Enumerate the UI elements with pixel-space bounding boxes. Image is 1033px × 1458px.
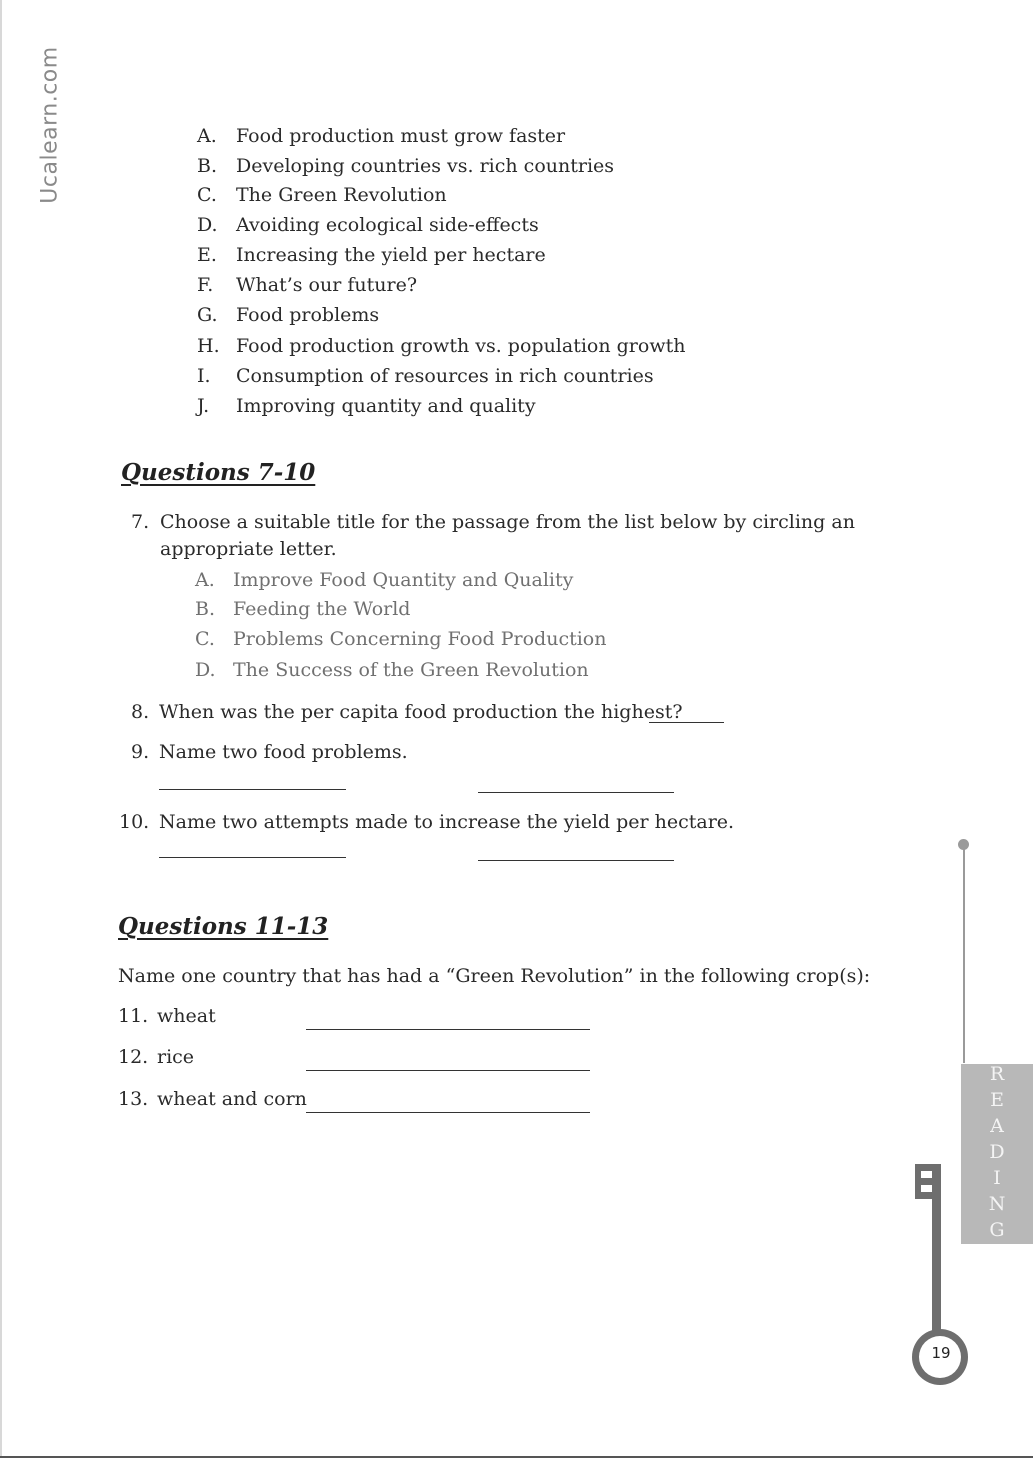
side-line <box>963 848 965 1063</box>
list-item-letter: J. <box>197 395 210 417</box>
list-item-text: The Green Revolution <box>236 184 447 206</box>
list-item-text: Developing countries vs. rich countries <box>236 155 615 177</box>
question-text: Name two attempts made to increase the yield per hectare. <box>159 811 735 833</box>
answer-blank-q8[interactable] <box>649 722 724 723</box>
option-text: Problems Concerning Food Production <box>233 628 607 650</box>
list-item-text: Food production growth vs. population growth <box>236 335 686 357</box>
option-text: Improve Food Quantity and Quality <box>233 569 574 591</box>
option-text: Feeding the World <box>233 598 411 620</box>
answer-blank-q11[interactable] <box>306 1029 590 1030</box>
list-item-text: What’s our future? <box>236 274 418 296</box>
list-item-letter: H. <box>197 335 220 357</box>
question-number: 7. <box>131 511 150 533</box>
answer-blank-q10-b[interactable] <box>478 860 674 861</box>
page-number: 19 <box>931 1344 951 1362</box>
list-item-letter: B. <box>197 155 218 177</box>
question-number: 10. <box>119 811 150 833</box>
list-item-letter: D. <box>197 214 218 236</box>
question-number: 13. <box>118 1088 149 1110</box>
question-number: 12. <box>118 1046 149 1068</box>
reading-tab-label: READING <box>986 1063 1008 1245</box>
list-item-letter: I. <box>197 365 211 387</box>
question-7-continued: appropriate letter. <box>160 538 337 560</box>
section-heading: Questions 11-13 <box>118 913 329 940</box>
answer-blank-q13[interactable] <box>306 1112 590 1113</box>
list-item-letter: C. <box>197 184 217 206</box>
option-letter: B. <box>195 598 216 620</box>
list-item-text: Consumption of resources in rich countries <box>236 365 654 387</box>
instruction-text: Name one country that has had a “Green Revolution” in the following crop(s): <box>118 965 871 987</box>
question-number: 9. <box>131 741 150 763</box>
option-letter: A. <box>195 569 215 591</box>
question-text: wheat and corn <box>157 1088 307 1110</box>
list-item-text: Avoiding ecological side-effects <box>236 214 539 236</box>
option-text: The Success of the Green Revolution <box>233 659 589 681</box>
scan-edge <box>0 0 2 1458</box>
question-text: Choose a suitable title for the passage from the list below by circling an <box>160 511 855 533</box>
list-item-text: Improving quantity and quality <box>236 395 536 417</box>
question-number: 8. <box>131 701 150 723</box>
list-item-letter: E. <box>197 244 217 266</box>
answer-blank-q9-a[interactable] <box>159 789 346 790</box>
question-number: 11. <box>118 1005 149 1027</box>
question-text: rice <box>157 1046 195 1068</box>
answer-blank-q10-a[interactable] <box>159 857 346 858</box>
option-letter: D. <box>195 659 216 681</box>
answer-blank-q12[interactable] <box>306 1070 590 1071</box>
question-text: When was the per capita food production the highest? <box>159 701 683 723</box>
list-item-text: Increasing the yield per hectare <box>236 244 546 266</box>
question-text: wheat <box>157 1005 216 1027</box>
answer-blank-q9-b[interactable] <box>478 792 674 793</box>
list-item-letter: F. <box>197 274 214 296</box>
watermark: Ucalearn.com <box>37 46 63 204</box>
list-item-letter: A. <box>197 125 217 147</box>
list-item-letter: G. <box>197 304 218 326</box>
section-heading: Questions 7-10 <box>121 459 316 486</box>
list-item-text: Food problems <box>236 304 380 326</box>
option-letter: C. <box>195 628 215 650</box>
list-item-text: Food production must grow faster <box>236 125 566 147</box>
question-text: Name two food problems. <box>159 741 408 763</box>
